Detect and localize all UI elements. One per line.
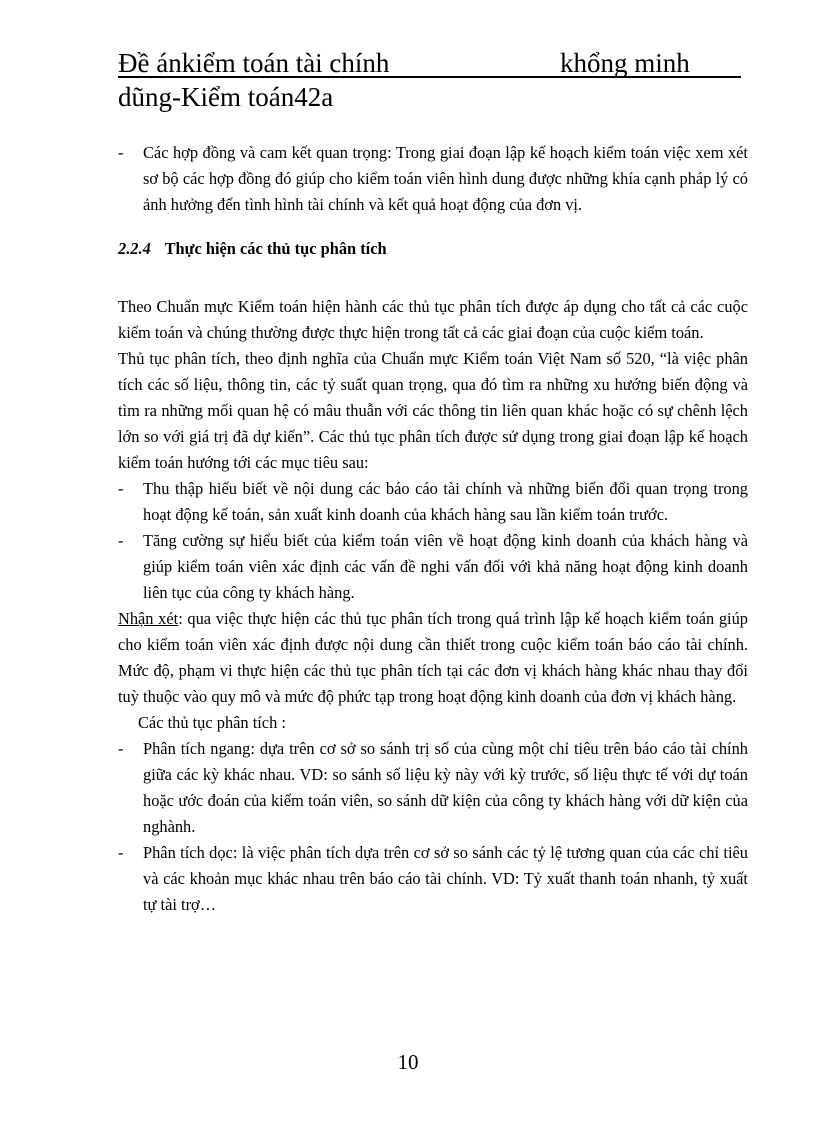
header-underline [118, 76, 741, 78]
bullet-text: Thu thập hiểu biết về nội dung các báo cáo tài chính và những biến đổi quan trọng trong hoạt động kế toán, sản xuất kinh doanh của khách hàng sau lần kiểm toán trước. [143, 479, 748, 524]
paragraph-remark [118, 606, 748, 710]
header-title: Đề ánkiểm toán tài chính [118, 48, 390, 78]
bullet-contracts [118, 140, 748, 218]
bullet-dash: - [118, 531, 124, 550]
section-title: Thực hiện các thủ tục phân tích [164, 239, 387, 258]
bullet-text: Phân tích dọc: là việc phân tích dựa trên cơ sở so sánh các tỷ lệ tương quan của các chỉ tiêu và các khoản mục khác nhau trên báo cáo tài chính. VD: Tỷ xuất thanh toán nhanh, tỷ xuất tự tài trợ… [143, 843, 748, 914]
page-content [118, 140, 748, 918]
page-header [118, 46, 743, 114]
remark-label: Nhận xét [118, 609, 179, 628]
bullet-objective-2 [118, 528, 748, 606]
header-author-second-line: dũng-Kiểm toán42a [118, 82, 334, 112]
bullet-text: Phân tích ngang: dựa trên cơ sở so sánh trị số của cùng một chỉ tiêu trên báo cáo tài chính giữa các kỳ khác nhau. VD: so sánh số liệu kỳ này với kỳ trước, số liệu thực tế với dự toán hoặc ước đoán của kiểm toán viên, so sánh dữ kiện của công ty khách hàng với dữ kiện của nghành. [143, 739, 748, 836]
remark-text: : qua việc thực hiện các thủ tục phân tích trong quá trình lập kế hoạch kiểm toán giúp cho kiểm toán viên xác định được nội dung cần thiết trong cuộc kiểm toán báo cáo tài chính. Mức độ, phạm vi thực hiện các thủ tục phân tích tại các đơn vị khách hàng khác nhau thay đổi tuỳ thuộc vào quy mô và mức độ phức tạp trong hoạt động kinh doanh của đơn vị khách hàng. [118, 609, 749, 706]
bullet-objective-1 [118, 476, 748, 528]
bullet-text: Các hợp đồng và cam kết quan trọng: Trong giai đoạn lập kế hoạch kiểm toán việc xem xét sơ bộ các hợp đồng đó giúp cho kiểm toán viên hình dung được những khía cạnh pháp lý có ảnh hưởng đến tình hình tài chính và kết quả hoạt động của đơn vị. [143, 143, 748, 214]
header-first-line [118, 46, 743, 80]
bullet-horizontal-analysis [118, 736, 748, 840]
paragraph-definition: Thủ tục phân tích, theo định nghĩa của Chuẩn mực Kiểm toán Việt Nam số 520, “là việc phân tích các số liệu, thông tin, các tỷ suất quan trọng, qua đó tìm ra những xu hướng biến động và tìm ra những mối quan hệ có mâu thuẫn với các thông tin liên quan khác hoặc có sự chênh lệch lớn so với giá trị đã dự kiến”. Các thủ tục phân tích được sử dụng trong giai đoạn lập kế hoạch kiểm toán hướng tới các mục tiêu sau: [118, 349, 748, 472]
section-heading [118, 236, 748, 262]
bullet-dash: - [118, 843, 124, 862]
page-number: 10 [397, 1050, 419, 1074]
bullet-vertical-analysis [118, 840, 748, 918]
paragraph-standards: Theo Chuẩn mực Kiểm toán hiện hành các thủ tục phân tích được áp dụng cho tất cả các cuộc kiểm toán và chúng thường được thực hiện trong tất cả các giai đoạn của cuộc kiểm toán. [118, 297, 748, 342]
bullet-dash: - [118, 143, 124, 162]
bullet-dash: - [118, 479, 124, 498]
bullet-text: Tăng cường sự hiểu biết của kiểm toán viên về hoạt động kinh doanh của khách hàng và giúp kiểm toán viên xác định các vấn đề nghi vấn đối với khả năng hoạt động kinh doanh liên tục của công ty khách hàng. [143, 531, 748, 602]
header-author-first-line: khổng minh [560, 48, 690, 78]
procedures-intro: Các thủ tục phân tích : [138, 713, 286, 732]
bullet-dash: - [118, 739, 124, 758]
section-number: 2.2.4 [118, 239, 151, 258]
